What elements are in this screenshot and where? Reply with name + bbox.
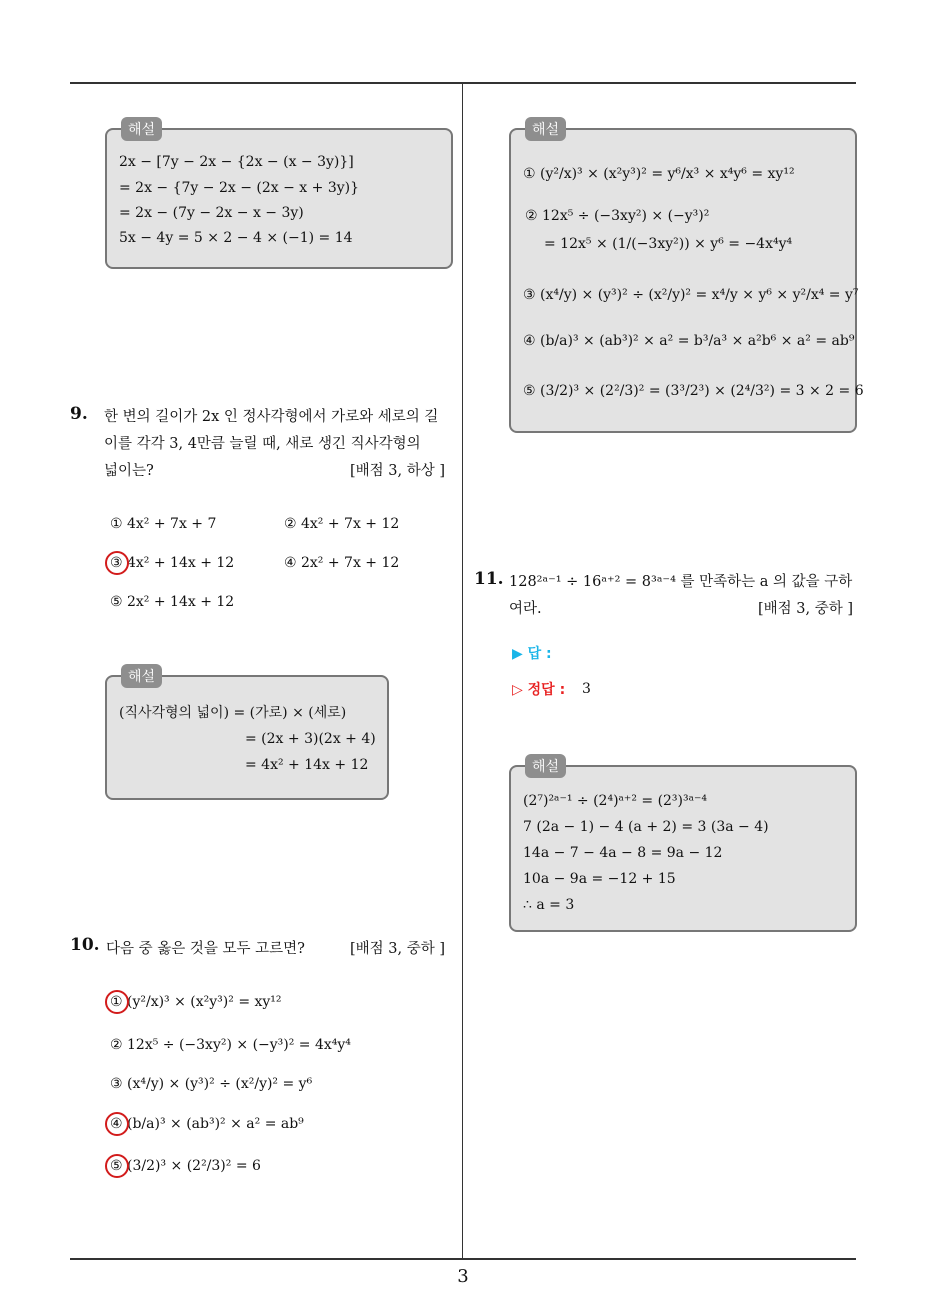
- solution-line: 2x − [7y − 2x − {2x − (x − 3y)}]: [119, 154, 354, 170]
- solution-line: 14a − 7 − 4a − 8 = 9a − 12: [523, 845, 723, 861]
- question-11-line-2: 여라.: [509, 601, 542, 617]
- question-11-line-1: 128²ᵃ⁻¹ ÷ 16ᵃ⁺² = 8³ᵃ⁻⁴ 를 만족하는 a 의 값을 구하: [509, 574, 853, 590]
- bottom-rule: [70, 1258, 856, 1260]
- top-rule: [70, 82, 856, 84]
- question-10-text: 다음 중 옳은 것을 모두 고르면?: [106, 941, 305, 957]
- question-9-score: [배점 3, 하상 ]: [350, 463, 446, 479]
- solution-line: ② 12x⁵ ÷ (−3xy²) × (−y³)²: [525, 208, 710, 224]
- q10-option-3[interactable]: ③ (x⁴/y) × (y³)² ÷ (x²/y)² = y⁶: [110, 1076, 313, 1092]
- solution-line: = 2x − {7y − 2x − (2x − x + 3y)}: [119, 180, 360, 196]
- solution-line: 5x − 4y = 5 × 2 − 4 × (−1) = 14: [119, 230, 353, 246]
- question-9-line-1: 한 변의 길이가 2x 인 정사각형에서 가로와 세로의 길: [104, 409, 439, 425]
- solution-line: ③ (x⁴/y) × (y³)² ÷ (x²/y)² = x⁴/y × y⁶ × y²/x⁴ = y⁷: [523, 287, 859, 303]
- solution-line: (2⁷)²ᵃ⁻¹ ÷ (2⁴)ᵃ⁺² = (2³)³ᵃ⁻⁴: [523, 793, 708, 809]
- answer-input-label[interactable]: ▶ 답 :: [512, 646, 552, 662]
- answer-mark-circle: [105, 1154, 129, 1178]
- q10-option-5[interactable]: ⑤ (3/2)³ × (2²/3)² = 6: [110, 1158, 261, 1174]
- q9-option-1[interactable]: ① 4x² + 7x + 7: [110, 516, 217, 532]
- correct-answer-value: 3: [582, 681, 591, 697]
- solution-line: ④ (b/a)³ × (ab³)² × a² = b³/a³ × a²b⁶ × a² = ab⁹: [523, 333, 855, 349]
- question-9-line-3: 넓이는?: [104, 463, 154, 479]
- page-number: 3: [457, 1266, 469, 1287]
- q9-option-2[interactable]: ② 4x² + 7x + 12: [284, 516, 400, 532]
- solution-line: (직사각형의 넓이) = (가로) × (세로): [119, 705, 347, 721]
- solution-line: ∴ a = 3: [523, 897, 575, 913]
- solution-line: = 2x − (7y − 2x − x − 3y): [119, 205, 304, 221]
- question-number-11: 11.: [474, 569, 504, 589]
- solution-box-q10: [509, 122, 864, 433]
- question-10-score: [배점 3, 중하 ]: [350, 941, 446, 957]
- solution-line: = (2x + 3)(2x + 4): [245, 731, 376, 747]
- question-number-9: 9.: [70, 404, 88, 424]
- q10-option-2[interactable]: ② 12x⁵ ÷ (−3xy²) × (−y³)² = 4x⁴y⁴: [110, 1037, 351, 1053]
- solution-line: = 12x⁵ × (1/(−3xy²)) × y⁶ = −4x⁴y⁴: [544, 236, 793, 252]
- explain-label: 해설: [121, 117, 162, 141]
- question-number-10: 10.: [70, 935, 100, 955]
- q9-option-3[interactable]: ③ 4x² + 14x + 12: [110, 555, 235, 571]
- explain-label: 해설: [525, 754, 566, 778]
- solution-line: ⑤ (3/2)³ × (2²/3)² = (3³/2³) × (2⁴/3²) = 3 × 2 = 6: [523, 383, 864, 399]
- solution-box-q8: [105, 122, 453, 269]
- answer-mark-circle: [105, 990, 129, 1014]
- solution-line: 7 (2a − 1) − 4 (a + 2) = 3 (3a − 4): [523, 819, 769, 835]
- solution-box-q9: [105, 669, 389, 800]
- question-11-score: [배점 3, 중하 ]: [758, 601, 854, 617]
- explain-label: 해설: [121, 664, 162, 688]
- q9-option-5[interactable]: ⑤ 2x² + 14x + 12: [110, 594, 235, 610]
- solution-line: = 4x² + 14x + 12: [245, 757, 369, 773]
- q10-option-1[interactable]: ① (y²/x)³ × (x²y³)² = xy¹²: [110, 994, 282, 1010]
- solution-box-q11: [509, 759, 857, 932]
- solution-line: ① (y²/x)³ × (x²y³)² = y⁶/x³ × x⁴y⁶ = xy¹²: [523, 166, 795, 182]
- q10-option-4[interactable]: ④ (b/a)³ × (ab³)² × a² = ab⁹: [110, 1116, 304, 1132]
- column-divider: [462, 84, 463, 1259]
- answer-mark-circle: [105, 551, 129, 575]
- answer-mark-circle: [105, 1112, 129, 1136]
- explain-label: 해설: [525, 117, 566, 141]
- question-9-line-2: 이를 각각 3, 4만큼 늘릴 때, 새로 생긴 직사각형의: [104, 436, 421, 452]
- q9-option-4[interactable]: ④ 2x² + 7x + 12: [284, 555, 400, 571]
- correct-answer-label: ▷ 정답 :: [512, 682, 566, 698]
- solution-line: 10a − 9a = −12 + 15: [523, 871, 676, 887]
